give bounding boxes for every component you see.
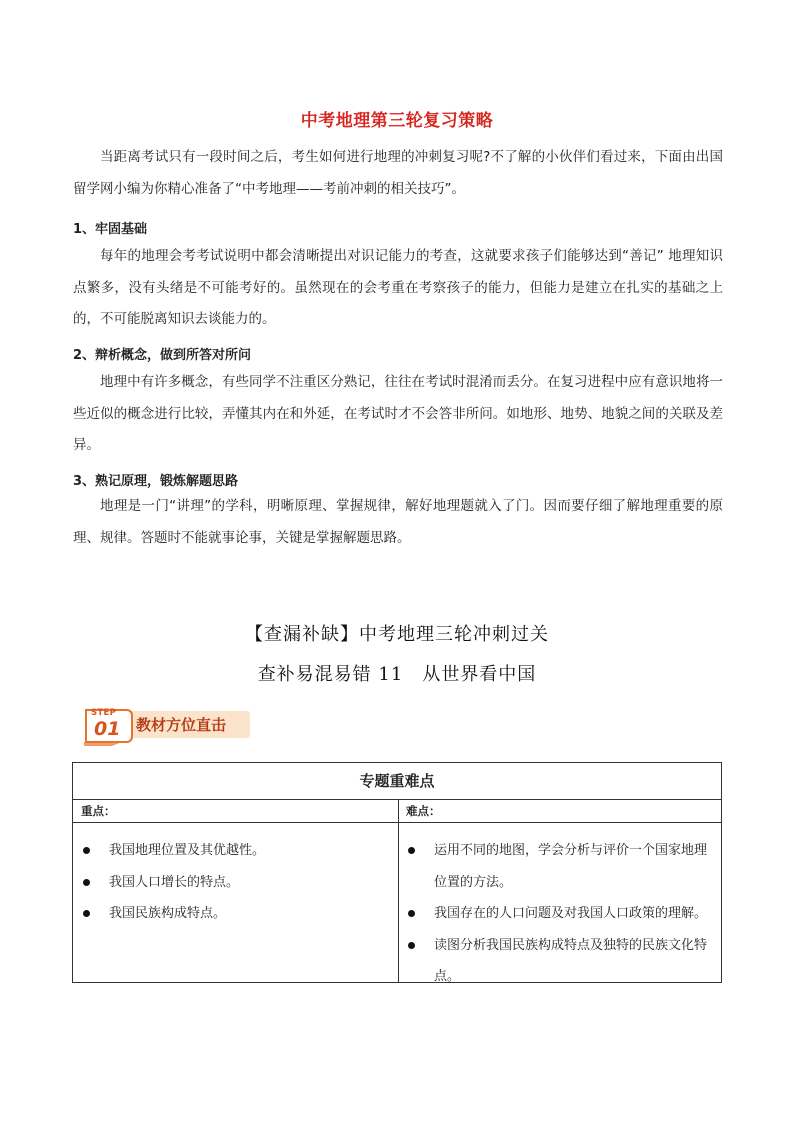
worksheet-title-line2: 查补易混易错 11 从世界看中国	[257, 664, 537, 685]
bullet-icon	[83, 879, 90, 886]
difficult-points-column	[398, 800, 721, 982]
section-1-heading: 1、牢固基础	[73, 222, 148, 237]
section-2-body: 地理中有许多概念，有些同学不注重区分熟记，往往在考试时混淆而丢分。在复习进程中应有意识地将一些近似的概念进行比较，弄懂其内在和外延，在考试时才不会答非所问。如地形、地势、地貌之间的关联及差异。	[73, 374, 723, 453]
bullet-icon	[83, 910, 90, 917]
section-3-body: 地理是一门“讲理”的学科，明晰原理、掌握规律，解好地理题就入了门。因而要仔细了解地理重要的原理、规律。答题时不能就事论事，关键是掌握解题思路。	[73, 498, 723, 546]
list-item: 我国人口增长的特点。	[73, 867, 398, 899]
list-item: 运用不同的地图，学会分析与评价一个国家地理位置的方法。	[398, 835, 721, 898]
table-header: 专题重难点	[73, 763, 721, 800]
key-points-list	[73, 823, 398, 930]
list-item: 我国地理位置及其优越性。	[73, 835, 398, 867]
step-badge	[82, 706, 252, 746]
bullet-icon	[408, 910, 415, 917]
list-item: 我国民族构成特点。	[73, 898, 398, 930]
worksheet-title-line1: 【查漏补缺】中考地理三轮冲刺过关	[245, 624, 549, 645]
bullet-icon	[408, 942, 415, 949]
document-title: 中考地理第三轮复习策略	[300, 111, 494, 131]
intro-paragraph: 当距离考试只有一段时间之后，考生如何进行地理的冲刺复习呢?不了解的小伙伴们看过来，下面由出国留学网小编为你精心准备了“中考地理——考前冲刺的相关技巧”。	[73, 149, 723, 197]
section-1-body: 每年的地理会考考试说明中都会清晰提出对识记能力的考查，这就要求孩子们能够达到“善记” 地理知识点繁多，没有头绪是不可能考好的。虽然现在的会考重在考察孩子的能力，但能力是建立在扎实的基础之上的，不可能脱离知识去谈能力的。	[73, 248, 723, 327]
step-label: 教材方位直击	[136, 716, 227, 734]
bullet-icon	[408, 847, 415, 854]
key-points-label: 重点：	[73, 800, 398, 823]
difficult-points-label: 难点：	[398, 800, 721, 823]
step-word: STEP	[91, 708, 117, 718]
key-points-column	[73, 800, 399, 982]
section-3-heading: 3、熟记原理，锻炼解题思路	[73, 474, 239, 489]
step-number: 01	[94, 718, 121, 740]
key-difficult-points-table	[72, 762, 722, 983]
list-item: 我国存在的人口问题及对我国人口政策的理解。	[398, 898, 721, 930]
section-2-heading: 2、辩析概念，做到所答对所问	[73, 348, 252, 363]
bullet-icon	[83, 847, 90, 854]
list-item: 读图分析我国民族构成特点及独特的民族文化特点。	[398, 930, 721, 993]
difficult-points-list	[398, 823, 721, 993]
